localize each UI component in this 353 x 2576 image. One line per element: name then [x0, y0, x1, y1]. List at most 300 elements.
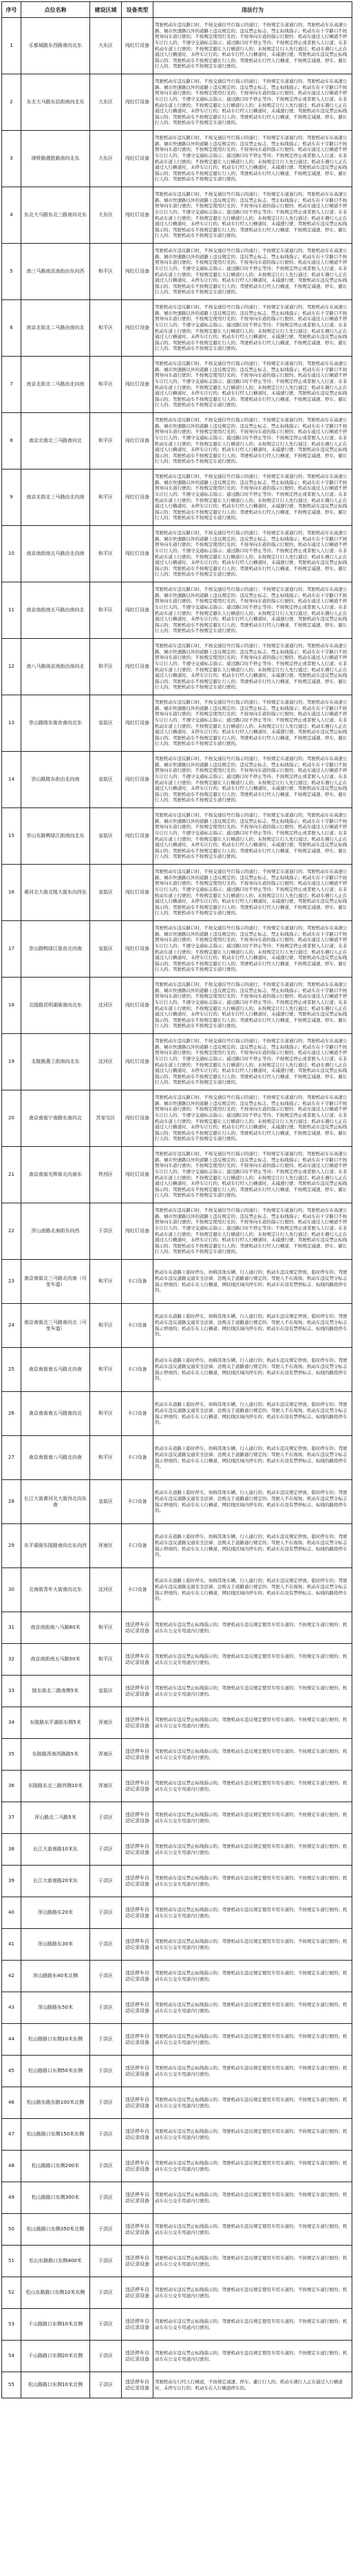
- device-type-cell: 闯红灯设备: [122, 187, 153, 244]
- violation-behavior-cell: 驾驶机动车违反路口时，不按交通信号灯指示的通行；不按规定车道通行的；驾驶机动车在高速公路、城市快速路以外的道路上违反规定的；违反禁止标志、禁止标线指示；机动车在十字路口不按照导向车道行驶的；不按规定使用灯光的；不按导向车道的指示行驶的；机动车通过人行横道不停车让行人的；不遵守交通标志指示；通过路口时不停止等待；不按规定停止或者驶入人行道；在非机动车道上行驶的；不按规定避让人行横道行人的；未按规定让行人先行通过；机动车遇行人正在通过人行横道时，未停车让行的；机动车行经人行横道时，未减速行驶；驾驶机动车违反禁止标线指示的；驾驶机动车不按规定避让行人的；驾驶机动车行经人行横道，不按规定减速、停车、避让行人的；驾驶机动车不按规定车道行驶的。: [153, 413, 352, 469]
- violation-behavior-cell: 机动车在道路上临时停车，妨碍其他车辆、行人通行的；机动车违反规定停放、临时停车的；驾驶机动车违反道路交通安全法律、法规关于道路通行规定的；驾驶人不在现场；机动车违反禁令标志指示停放的；机动车在人行横道、网状线区域内停车的；机动车在设有禁停标志、标线的路段停车的。: [153, 1568, 352, 1612]
- table-row: [2, 1897, 352, 1929]
- point-name-cell: 黄河北大街北陵大街东向西东: [21, 865, 90, 921]
- table-row: [2, 300, 352, 357]
- violation-behavior-cell: 机动车在道路上临时停车，妨碍其他车辆、行人通行的；机动车违反规定停放、临时停车的；驾驶机动车违反道路交通安全法律、法规关于道路通行规定的；驾驶人不在现场；机动车违反禁令标志指示停放的；机动车在人行横道、网状线区域内停车的；机动车在设有禁停标志、标线的路段停车的。: [153, 1260, 352, 1304]
- point-name-cell: 崇山路鸭绿江街由北向南: [21, 921, 90, 978]
- area-cell: 和平区: [90, 1260, 122, 1304]
- area-cell: 和平区: [90, 300, 122, 357]
- area-cell: 于洪区: [90, 1961, 122, 1992]
- table-row: [2, 1090, 352, 1147]
- area-cell: 大东区: [90, 187, 122, 244]
- device-type-cell: 违法停车自动记录设备: [122, 1771, 153, 1802]
- table-row: [2, 1644, 352, 1676]
- header-serial-number: 序号: [2, 2, 21, 18]
- serial-number-cell: 14: [2, 752, 21, 808]
- point-name-cell: 长江大街南路20米东: [21, 1866, 90, 1897]
- serial-number-cell: 40: [2, 1897, 21, 1929]
- point-name-cell: 浑山南路北海街东向西: [21, 1203, 90, 1260]
- area-cell: 和平区: [90, 582, 122, 639]
- violation-behavior-cell: 驾驶机动车违反禁止标线指示的；驾驶机动车违反规定使用专用车道的；不按规定车道行驶的；机动车在公交专用道内行驶的。: [153, 2214, 352, 2246]
- point-name-cell: 松山路路口东侧10米东侧: [21, 2024, 90, 2056]
- serial-number-cell: 32: [2, 1644, 21, 1676]
- area-cell: 于洪区: [90, 2151, 122, 2182]
- area-cell: 于洪区: [90, 1834, 122, 1866]
- table-row: [2, 1802, 352, 1834]
- table-row: [2, 865, 352, 921]
- serial-number-cell: 8: [2, 413, 21, 469]
- point-name-cell: 南八马路南京南街由南向北: [21, 639, 90, 695]
- violation-behavior-cell: 驾驶机动车违反路口时，不按交通信号灯指示的通行；不按规定车道通行的；驾驶机动车在高速公路、城市快速路以外的道路上违反规定的；违反禁止标志、禁止标线指示；机动车在十字路口不按照导向车道行驶的；不按规定使用灯光的；不按导向车道的指示行驶的；机动车通过人行横道不停车让行人的；不遵守交通标志指示；通过路口时不停止等待；不按规定停止或者驶入人行道；在非机动车道上行驶的；不按规定避让人行横道行人的；未按规定让行人先行通过；机动车遇行人正在通过人行横道时，未停车让行的；机动车行经人行横道时，未减速行驶；驾驶机动车违反禁止标线指示的；驾驶机动车不按规定避让行人的；驾驶机动车行经人行横道，不按规定减速、停车、避让行人的；驾驶机动车不按规定车道行驶的。: [153, 357, 352, 413]
- violation-behavior-cell: 机动车在道路上临时停车，妨碍其他车辆、行人通行的；机动车违反规定停放、临时停车的；驾驶机动车违反道路交通安全法律、法规关于道路通行规定的；驾驶人不在现场；机动车违反禁令标志指示停放的；机动车在人行横道、网状线区域内停车的；机动车在设有禁停标志、标线的路段停车的。: [153, 1436, 352, 1480]
- serial-number-cell: 18: [2, 978, 21, 1034]
- point-name-cell: 南京南街北三马路北向南（可变车道）: [21, 1260, 90, 1304]
- violation-behavior-cell: 驾驶机动车违反禁止标线指示的；驾驶机动车违反规定使用专用车道的；不按规定车道行驶的；机动车在公交专用道内行驶的。: [153, 2087, 352, 2119]
- serial-number-cell: 33: [2, 1676, 21, 1707]
- table-row: [2, 2277, 352, 2309]
- violation-behavior-cell: 驾驶机动车违反禁止标线指示的；驾驶机动车违反规定使用专用车道的；不按规定车道行驶的；机动车在公交专用道内行驶的。: [153, 1866, 352, 1897]
- device-type-cell: 卡口设备: [122, 1392, 153, 1436]
- device-type-cell: 闯红灯设备: [122, 1147, 153, 1203]
- device-type-cell: 闯红灯设备: [122, 244, 153, 300]
- violation-behavior-cell: 驾驶机动车违反路口时，不按交通信号灯指示的通行；不按规定车道通行的；驾驶机动车在高速公路、城市快速路以外的道路上违反规定的；违反禁止标志、禁止标线指示；机动车在十字路口不按照导向车道行驶的；不按规定使用灯光的；不按导向车道的指示行驶的；机动车通过人行横道不停车让行人的；不遵守交通标志指示；通过路口时不停止等待；不按规定停止或者驶入人行道；在非机动车道上行驶的；不按规定避让人行横道行人的；未按规定让行人先行通过；机动车遇行人正在通过人行横道时，未停车让行的；机动车行经人行横道时，未减速行驶；驾驶机动车违反禁止标线指示的；驾驶机动车不按规定避让行人的；驾驶机动车行经人行横道，不按规定减速、停车、避让行人的；驾驶机动车不按规定车道行驶的。: [153, 639, 352, 695]
- table-row: [2, 1992, 352, 2024]
- device-type-cell: 违法停车自动记录设备: [122, 2024, 153, 2056]
- device-type-cell: 违法停车自动记录设备: [122, 1961, 153, 1992]
- area-cell: 于洪区: [90, 2341, 122, 2372]
- area-cell: 于洪区: [90, 2087, 122, 2119]
- point-name-cell: 北陵路惠工街南向北东: [21, 1034, 90, 1090]
- area-cell: 和平区: [90, 1644, 122, 1676]
- violation-behavior-cell: 驾驶机动车违反路口时，不按交通信号灯指示的通行；不按规定车道通行的；驾驶机动车在高速公路、城市快速路以外的道路上违反规定的；违反禁止标志、禁止标线指示；机动车在十字路口不按照导向车道行驶的；不按规定使用灯光的；不按导向车道的指示行驶的；机动车通过人行横道不停车让行人的；不遵守交通标志指示；通过路口时不停止等待；不按规定停止或者驶入人行道；在非机动车道上行驶的；不按规定避让人行横道行人的；未按规定让行人先行通过；机动车遇行人正在通过人行横道时，未停车让行的；机动车行经人行横道时，未减速行驶；驾驶机动车违反禁止标线指示的；驾驶机动车不按规定避让行人的；驾驶机动车行经人行横道，不按规定减速、停车、避让行人的；驾驶机动车不按规定车道行驶的。: [153, 1090, 352, 1147]
- device-type-cell: 违法停车自动记录设备: [122, 2372, 153, 2398]
- point-name-cell: 南京南街宁南路东南向北: [21, 1090, 90, 1147]
- table-row: [2, 526, 352, 582]
- point-name-cell: 南京南街光辉街北向南东: [21, 1147, 90, 1203]
- table-row: [2, 2024, 352, 2056]
- violation-behavior-cell: 驾驶机动车违反禁止标线指示的；驾驶机动车违反规定使用专用车道的；不按规定车道行驶的；机动车在公交专用道内行驶的。: [153, 2056, 352, 2087]
- point-name-cell: 乐都城路东西路南向北东: [21, 18, 90, 74]
- device-type-cell: 违法停车自动记录设备: [122, 1866, 153, 1897]
- device-type-cell: 闯红灯设备: [122, 413, 153, 469]
- serial-number-cell: 46: [2, 2087, 21, 2119]
- area-cell: 沈河区: [90, 978, 122, 1034]
- device-type-cell: 闯红灯设备: [122, 865, 153, 921]
- violation-behavior-cell: 驾驶机动车违反禁止标线指示的；驾驶机动车违反规定使用专用车道的；不按规定车道行驶的；机动车在公交专用道内行驶的。: [153, 1707, 352, 1739]
- device-type-cell: 闯红灯设备: [122, 357, 153, 413]
- table-row: [2, 18, 352, 74]
- serial-number-cell: 53: [2, 2309, 21, 2341]
- table-row: [2, 1524, 352, 1568]
- device-type-cell: 违法停车自动记录设备: [122, 2182, 153, 2214]
- device-type-cell: 违法停车自动记录设备: [122, 1897, 153, 1929]
- device-type-cell: 闯红灯设备: [122, 526, 153, 582]
- violation-behavior-cell: 机动车在道路上临时停车，妨碍其他车辆、行人通行的；机动车违反规定停放、临时停车的；驾驶机动车违反道路交通安全法律、法规关于道路通行规定的；驾驶人不在现场；机动车违反禁令标志指示停放的；机动车在人行横道、网状线区域内停车的；机动车在设有禁停标志、标线的路段停车的。: [153, 1304, 352, 1348]
- point-name-cell: 南京南街南五马路由北向南: [21, 526, 90, 582]
- violation-behavior-cell: 驾驶机动车违反路口时，不按交通信号灯指示的通行；不按规定车道通行的；驾驶机动车在高速公路、城市快速路以外的道路上违反规定的；违反禁止标志、禁止标线指示；机动车在十字路口不按照导向车道行驶的；不按规定使用灯光的；不按导向车道的指示行驶的；机动车通过人行横道不停车让行人的；不遵守交通标志指示；通过路口时不停止等待；不按规定停止或者驶入人行道；在非机动车道上行驶的；不按规定避让人行横道行人的；未按规定让行人先行通过；机动车遇行人正在通过人行横道时，未停车让行的；机动车行经人行横道时，未减速行驶；驾驶机动车违反禁止标线指示的；驾驶机动车不按规定避让行人的；驾驶机动车行经人行横道，不按规定减速、停车、避让行人的；驾驶机动车不按规定车道行驶的。: [153, 526, 352, 582]
- area-cell: 于洪区: [90, 2277, 122, 2309]
- serial-number-cell: 52: [2, 2277, 21, 2309]
- device-type-cell: 闯红灯设备: [122, 808, 153, 865]
- point-name-cell: 松山东路路口东侧10米东侧: [21, 2277, 90, 2309]
- area-cell: 和平区: [90, 1612, 122, 1644]
- area-cell: 沈河区: [90, 1568, 122, 1612]
- serial-number-cell: 7: [2, 357, 21, 413]
- area-cell: 浑南区: [90, 1739, 122, 1771]
- device-type-cell: 卡口设备: [122, 1436, 153, 1480]
- serial-number-cell: 17: [2, 921, 21, 978]
- violation-behavior-cell: 驾驶机动车违反路口时，不按交通信号灯指示的通行；不按规定车道通行的；驾驶机动车在高速公路、城市快速路以外的道路上违反规定的；违反禁止标志、禁止标线指示；机动车在十字路口不按照导向车道行驶的；不按规定使用灯光的；不按导向车道的指示行驶的；机动车通过人行横道不停车让行人的；不遵守交通标志指示；通过路口时不停止等待；不按规定停止或者驶入人行道；在非机动车道上行驶的；不按规定避让人行横道行人的；未按规定让行人先行通过；机动车遇行人正在通过人行横道时，未停车让行的；机动车行经人行横道时，未减速行驶；驾驶机动车违反禁止标线指示的；驾驶机动车不按规定避让行人的；驾驶机动车行经人行横道，不按规定减速、停车、避让行人的；驾驶机动车不按规定车道行驶的。: [153, 74, 352, 131]
- point-name-cell: 千山路路口东侧20米北侧: [21, 2341, 90, 2372]
- serial-number-cell: 11: [2, 582, 21, 639]
- device-type-cell: 闯红灯设备: [122, 1203, 153, 1260]
- violation-behavior-cell: 驾驶机动车违反路口时，不按交通信号灯指示的通行；不按规定车道通行的；驾驶机动车在高速公路、城市快速路以外的道路上违反规定的；违反禁止标志、禁止标线指示；机动车在十字路口不按照导向车道行驶的；不按规定使用灯光的；不按导向车道的指示行驶的；机动车通过人行横道不停车让行人的；不遵守交通标志指示；通过路口时不停止等待；不按规定停止或者驶入人行道；在非机动车道上行驶的；不按规定避让人行横道行人的；未按规定让行人先行通过；机动车遇行人正在通过人行横道时，未停车让行的；机动车行经人行横道时，未减速行驶；驾驶机动车违反禁止标线指示的；驾驶机动车不按规定避让行人的；驾驶机动车行经人行横道，不按规定减速、停车、避让行人的；驾驶机动车不按规定车道行驶的。: [153, 131, 352, 187]
- area-cell: 铁西区: [90, 1147, 122, 1203]
- device-type-cell: 违法停车自动记录设备: [122, 1707, 153, 1739]
- serial-number-cell: 42: [2, 1961, 21, 1992]
- violation-behavior-cell: 驾驶机动车违反路口时，不按交通信号灯指示的通行；不按规定车道通行的；驾驶机动车在高速公路、城市快速路以外的道路上违反规定的；违反禁止标志、禁止标线指示；机动车在十字路口不按照导向车道行驶的；不按规定使用灯光的；不按导向车道的指示行驶的；机动车通过人行横道不停车让行人的；不遵守交通标志指示；通过路口时不停止等待；不按规定停止或者驶入人行道；在非机动车道上行驶的；不按规定避让人行横道行人的；未按规定让行人先行通过；机动车遇行人正在通过人行横道时，未停车让行的；机动车行经人行横道时，未减速行驶；驾驶机动车违反禁止标线指示的；驾驶机动车不按规定避让行人的；驾驶机动车行经人行横道，不按规定减速、停车、避让行人的；驾驶机动车不按规定车道行驶的。: [153, 582, 352, 639]
- device-type-cell: 违法停车自动记录设备: [122, 2277, 153, 2309]
- table-row: [2, 1260, 352, 1304]
- area-cell: 和平区: [90, 1348, 122, 1392]
- area-cell: 大东区: [90, 18, 122, 74]
- point-name-cell: 东陵路浑南西路路5米: [21, 1739, 90, 1771]
- point-name-cell: 南京南街南五马路由南向北: [21, 582, 90, 639]
- area-cell: 皇姑区: [90, 808, 122, 865]
- table-row: [2, 1480, 352, 1524]
- serial-number-cell: 19: [2, 1034, 21, 1090]
- point-name-cell: 浑山路路东30米: [21, 1929, 90, 1961]
- serial-number-cell: 20: [2, 1090, 21, 1147]
- area-cell: 于洪区: [90, 2119, 122, 2151]
- serial-number-cell: 4: [2, 187, 21, 244]
- violation-behavior-cell: 驾驶机动车违反路口时，不按交通信号灯指示的通行；不按规定车道通行的；驾驶机动车在高速公路、城市快速路以外的道路上违反规定的；违反禁止标志、禁止标线指示；机动车在十字路口不按照导向车道行驶的；不按规定使用灯光的；不按导向车道的指示行驶的；机动车通过人行横道不停车让行人的；不遵守交通标志指示；通过路口时不停止等待；不按规定停止或者驶入人行道；在非机动车道上行驶的；不按规定避让人行横道行人的；未按规定让行人先行通过；机动车遇行人正在通过人行横道时，未停车让行的；机动车行经人行横道时，未减速行驶；驾驶机动车违反禁止标线指示的；驾驶机动车不按规定避让行人的；驾驶机动车行经人行横道，不按规定减速、停车、避让行人的；驾驶机动车不按规定车道行驶的。: [153, 300, 352, 357]
- point-name-cell: 南京南街南五马路南向北: [21, 1392, 90, 1436]
- area-cell: 沈河区: [90, 1034, 122, 1090]
- device-type-cell: 闯红灯设备: [122, 921, 153, 978]
- point-name-cell: 南京北街北二马路由南向北: [21, 300, 90, 357]
- area-cell: 大东区: [90, 131, 122, 187]
- header-device-type: 设备类型: [122, 2, 153, 18]
- table-row: [2, 1866, 352, 1897]
- violation-behavior-cell: 驾驶机动车违反路口时，不按交通信号灯指示的通行；不按规定车道通行的；驾驶机动车在高速公路、城市快速路以外的道路上违反规定的；违反禁止标志、禁止标线指示；机动车在十字路口不按照导向车道行驶的；不按规定使用灯光的；不按导向车道的指示行驶的；机动车通过人行横道不停车让行人的；不遵守交通标志指示；通过路口时不停止等待；不按规定停止或者驶入人行道；在非机动车道上行驶的；不按规定避让人行横道行人的；未按规定让行人先行通过；机动车遇行人正在通过人行横道时，未停车让行的；机动车行经人行横道时，未减速行驶；驾驶机动车违反禁止标线指示的；驾驶机动车不按规定避让行人的；驾驶机动车行经人行横道，不按规定减速、停车、避让行人的；驾驶机动车不按规定车道行驶的。: [153, 469, 352, 526]
- point-name-cell: 松山路路口东侧150米东侧: [21, 2119, 90, 2151]
- area-cell: 于洪区: [90, 2214, 122, 2246]
- point-name-cell: 南京北街北三马路由北向南: [21, 469, 90, 526]
- device-type-cell: 违法停车自动记录设备: [122, 2056, 153, 2087]
- serial-number-cell: 13: [2, 695, 21, 752]
- table-row: [2, 921, 352, 978]
- serial-number-cell: 23: [2, 1260, 21, 1304]
- violation-behavior-cell: 驾驶机动车违反路口时，不按交通信号灯指示的通行；不按规定车道通行的；驾驶机动车在高速公路、城市快速路以外的道路上违反规定的；违反禁止标志、禁止标线指示；机动车在十字路口不按照导向车道行驶的；不按规定使用灯光的；不按导向车道的指示行驶的；机动车通过人行横道不停车让行人的；不遵守交通标志指示；通过路口时不停止等待；不按规定停止或者驶入人行道；在非机动车道上行驶的；不按规定避让人行横道行人的；未按规定让行人先行通过；机动车遇行人正在通过人行横道时，未停车让行的；机动车行经人行横道时，未减速行驶；驾驶机动车违反禁止标线指示的；驾驶机动车不按规定避让行人的；驾驶机动车行经人行横道，不按规定减速、停车、避让行人的；驾驶机动车不按规定车道行驶的。: [153, 865, 352, 921]
- violation-behavior-cell: 驾驶机动车违反路口时，不按交通信号灯指示的通行；不按规定车道通行的；驾驶机动车在高速公路、城市快速路以外的道路上违反规定的；违反禁止标志、禁止标线指示；机动车在十字路口不按照导向车道行驶的；不按规定使用灯光的；不按导向车道的指示行驶的；机动车通过人行横道不停车让行人的；不遵守交通标志指示；通过路口时不停止等待；不按规定停止或者驶入人行道；在非机动车道上行驶的；不按规定避让人行横道行人的；未按规定让行人先行通过；机动车遇行人正在通过人行横道时，未停车让行的；机动车行经人行横道时，未减速行驶；驾驶机动车违反禁止标线指示的；驾驶机动车不按规定避让行人的；驾驶机动车行经人行横道，不按规定减速、停车、避让行人的；驾驶机动车不按规定车道行驶的。: [153, 1203, 352, 1260]
- point-name-cell: 松山东路路口东侧400米: [21, 2246, 90, 2277]
- table-row: [2, 1834, 352, 1866]
- serial-number-cell: 37: [2, 1802, 21, 1834]
- table-row: [2, 1568, 352, 1612]
- area-cell: 皇姑区: [90, 865, 122, 921]
- area-cell: 于洪区: [90, 2056, 122, 2087]
- table-row: [2, 2087, 352, 2119]
- area-cell: 和平区: [90, 244, 122, 300]
- serial-number-cell: 9: [2, 469, 21, 526]
- serial-number-cell: 44: [2, 2024, 21, 2056]
- area-cell: 于洪区: [90, 2182, 122, 2214]
- device-type-cell: 违法停车自动记录设备: [122, 1834, 153, 1866]
- device-type-cell: 卡口设备: [122, 1304, 153, 1348]
- serial-number-cell: 22: [2, 1203, 21, 1260]
- violation-points-table: [1, 1, 352, 2398]
- table-row: [2, 469, 352, 526]
- point-name-cell: 浑山路路东40米北侧: [21, 1961, 90, 1992]
- device-type-cell: 违法停车自动记录设备: [122, 1802, 153, 1834]
- point-name-cell: 松山路路口东侧350米北侧: [21, 2214, 90, 2246]
- device-type-cell: 闯红灯设备: [122, 752, 153, 808]
- serial-number-cell: 34: [2, 1707, 21, 1739]
- header-violation-behavior: 违法行为: [153, 2, 352, 18]
- area-cell: 和平区: [90, 413, 122, 469]
- device-type-cell: 违法停车自动记录设备: [122, 2119, 153, 2151]
- point-name-cell: 崇山东路鸭绿江街南向北东: [21, 808, 90, 865]
- violation-behavior-cell: 驾驶机动车违反禁止标线指示的；驾驶机动车违反规定使用专用车道的；不按规定车道行驶的；机动车在公交专用道内行驶的。: [153, 1612, 352, 1644]
- device-type-cell: 闯红灯设备: [122, 978, 153, 1034]
- violation-behavior-cell: 驾驶机动车违反路口时，不按交通信号灯指示的通行；不按规定车道通行的；驾驶机动车在高速公路、城市快速路以外的道路上违反规定的；违反禁止标志、禁止标线指示；机动车在十字路口不按照导向车道行驶的；不按规定使用灯光的；不按导向车道的指示行驶的；机动车通过人行横道不停车让行人的；不遵守交通标志指示；通过路口时不停止等待；不按规定停止或者驶入人行道；在非机动车道上行驶的；不按规定避让人行横道行人的；未按规定让行人先行通过；机动车遇行人正在通过人行横道时，未停车让行的；机动车行经人行横道时，未减速行驶；驾驶机动车违反禁止标线指示的；驾驶机动车不按规定避让行人的；驾驶机动车行经人行横道，不按规定减速、停车、避让行人的；驾驶机动车不按规定车道行驶的。: [153, 978, 352, 1034]
- table-row: [2, 131, 352, 187]
- point-name-cell: 北陵路昆明湖街南向北东: [21, 978, 90, 1034]
- area-cell: 和平区: [90, 357, 122, 413]
- table-row: [2, 1147, 352, 1203]
- device-type-cell: 闯红灯设备: [122, 131, 153, 187]
- table-row: [2, 2341, 352, 2372]
- violation-behavior-cell: 驾驶机动车违反禁止标线指示的；驾驶机动车违反规定使用专用车道的；不按规定车道行驶的；机动车在公交专用道内行驶的。: [153, 2341, 352, 2372]
- table-row: [2, 1034, 352, 1090]
- point-name-cell: 津桥路德胜路南向北东: [21, 131, 90, 187]
- point-name-cell: 松山路路口东侧50米东侧: [21, 2056, 90, 2087]
- device-type-cell: 闯红灯设备: [122, 74, 153, 131]
- table-row: [2, 187, 352, 244]
- table-row: [2, 2246, 352, 2277]
- violation-behavior-cell: 驾驶机动车违反禁止标线指示的；驾驶机动车违反规定使用专用车道的；不按规定车道行驶的；机动车在公交专用道内行驶的。: [153, 1961, 352, 1992]
- device-type-cell: 卡口设备: [122, 1348, 153, 1392]
- device-type-cell: 违法停车自动记录设备: [122, 1612, 153, 1644]
- table-row: [2, 2151, 352, 2182]
- violation-behavior-cell: 驾驶机动车违反路口时，不按交通信号灯指示的通行；不按规定车道通行的；驾驶机动车在高速公路、城市快速路以外的道路上违反规定的；违反禁止标志、禁止标线指示；机动车在十字路口不按照导向车道行驶的；不按规定使用灯光的；不按导向车道的指示行驶的；机动车通过人行横道不停车让行人的；不遵守交通标志指示；通过路口时不停止等待；不按规定停止或者驶入人行道；在非机动车道上行驶的；不按规定避让人行横道行人的；未按规定让行人先行通过；机动车遇行人正在通过人行横道时，未停车让行的；机动车行经人行横道时，未减速行驶；驾驶机动车违反禁止标线指示的；驾驶机动车不按规定避让行人的；驾驶机动车行经人行横道，不按规定减速、停车、避让行人的；驾驶机动车不按规定车道行驶的。: [153, 1147, 352, 1203]
- table-row: [2, 1348, 352, 1392]
- violation-behavior-cell: 驾驶机动车违反禁止标线指示的；驾驶机动车违反规定使用专用车道的；不按规定车道行驶的；机动车在公交专用道内行驶的。: [153, 2119, 352, 2151]
- point-name-cell: 松山路路口东侧300米: [21, 2182, 90, 2214]
- header-point-name: 点位名称: [21, 2, 90, 18]
- device-type-cell: 违法停车自动记录设备: [122, 2309, 153, 2341]
- point-name-cell: 东北大马路东北三路南向北东: [21, 187, 90, 244]
- device-type-cell: 卡口设备: [122, 1260, 153, 1304]
- table-header-row: [2, 2, 352, 18]
- point-name-cell: 东平湖街东陵路南向北东向西: [21, 1524, 90, 1568]
- device-type-cell: 违法停车自动记录设备: [122, 2246, 153, 2277]
- area-cell: 和平区: [90, 469, 122, 526]
- device-type-cell: 违法停车自动记录设备: [122, 2214, 153, 2246]
- table-row: [2, 978, 352, 1034]
- serial-number-cell: 30: [2, 1568, 21, 1612]
- serial-number-cell: 15: [2, 808, 21, 865]
- serial-number-cell: 2: [2, 74, 21, 131]
- table-row: [2, 2214, 352, 2246]
- area-cell: 大东区: [90, 74, 122, 131]
- serial-number-cell: 48: [2, 2151, 21, 2182]
- serial-number-cell: 26: [2, 1392, 21, 1436]
- violation-behavior-cell: 驾驶机动车违反路口时，不按交通信号灯指示的通行；不按规定车道通行的；驾驶机动车在高速公路、城市快速路以外的道路上违反规定的；违反禁止标志、禁止标线指示；机动车在十字路口不按照导向车道行驶的；不按规定使用灯光的；不按导向车道的指示行驶的；机动车通过人行横道不停车让行人的；不遵守交通标志指示；通过路口时不停止等待；不按规定停止或者驶入人行道；在非机动车道上行驶的；不按规定避让人行横道行人的；未按规定让行人先行通过；机动车遇行人正在通过人行横道时，未停车让行的；机动车行经人行横道时，未减速行驶；驾驶机动车违反禁止标线指示的；驾驶机动车不按规定避让行人的；驾驶机动车行经人行横道，不按规定减速、停车、避让行人的；驾驶机动车不按规定车道行驶的。: [153, 1034, 352, 1090]
- serial-number-cell: 49: [2, 2182, 21, 2214]
- violation-behavior-cell: 驾驶机动车违反禁止标线指示的；驾驶机动车违反规定使用专用车道的；不按规定车道行驶的；机动车在公交专用道内行驶的。: [153, 2277, 352, 2309]
- violation-behavior-cell: 驾驶机动车违反禁止标线指示的；驾驶机动车违反规定使用专用车道的；不按规定车道行驶的；机动车在公交专用道内行驶的。: [153, 2309, 352, 2341]
- device-type-cell: 闯红灯设备: [122, 1090, 153, 1147]
- table-row: [2, 2056, 352, 2087]
- serial-number-cell: 41: [2, 1929, 21, 1961]
- table-row: [2, 639, 352, 695]
- point-name-cell: 千山路路口东侧10米北侧: [21, 2309, 90, 2341]
- area-cell: 于洪区: [90, 1866, 122, 1897]
- serial-number-cell: 27: [2, 1436, 21, 1480]
- area-cell: 于洪区: [90, 1897, 122, 1929]
- violation-behavior-cell: 驾驶机动车违反禁止标线指示的；驾驶机动车违反规定使用专用车道的；不按规定车道行驶的；机动车在公交专用道内行驶的。: [153, 1992, 352, 2024]
- device-type-cell: 违法停车自动记录设备: [122, 1992, 153, 2024]
- violation-behavior-cell: 驾驶机动车违反路口时，不按交通信号灯指示的通行；不按规定车道通行的；驾驶机动车在高速公路、城市快速路以外的道路上违反规定的；违反禁止标志、禁止标线指示；机动车在十字路口不按照导向车道行驶的；不按规定使用灯光的；不按导向车道的指示行驶的；机动车通过人行横道不停车让行人的；不遵守交通标志指示；通过路口时不停止等待；不按规定停止或者驶入人行道；在非机动车道上行驶的；不按规定避让人行横道行人的；未按规定让行人先行通过；机动车遇行人正在通过人行横道时，未停车让行的；机动车行经人行横道时，未减速行驶；驾驶机动车违反禁止标线指示的；驾驶机动车不按规定避让行人的；驾驶机动车行经人行横道，不按规定减速、停车、避让行人的；驾驶机动车不按规定车道行驶的。: [153, 695, 352, 752]
- table-row: [2, 357, 352, 413]
- device-type-cell: 卡口设备: [122, 1480, 153, 1524]
- table-row: [2, 244, 352, 300]
- table-row: [2, 1676, 352, 1707]
- violation-behavior-cell: 驾驶机动车违反禁止标线指示的；驾驶机动车违反规定使用专用车道的；不按规定车道行驶的；机动车在公交专用道内行驶的。: [153, 1676, 352, 1707]
- point-name-cell: 北海街青年大街南向北东: [21, 1568, 90, 1612]
- area-cell: 皇姑区: [90, 752, 122, 808]
- point-name-cell: 南京南街南五马路北向南: [21, 1348, 90, 1392]
- point-name-cell: 浑山路路东20米: [21, 1897, 90, 1929]
- violation-behavior-cell: 驾驶机动车违反路口时，不按交通信号灯指示的通行；不按规定车道通行的；驾驶机动车在高速公路、城市快速路以外的道路上违反规定的；违反禁止标志、禁止标线指示；机动车在十字路口不按照导向车道行驶的；不按规定使用灯光的；不按导向车道的指示行驶的；机动车通过人行横道不停车让行人的；不遵守交通标志指示；通过路口时不停止等待；不按规定停止或者驶入人行道；在非机动车道上行驶的；不按规定避让人行横道行人的；未按规定让行人先行通过；机动车遇行人正在通过人行横道时，未停车让行的；机动车行经人行横道时，未减速行驶；驾驶机动车违反禁止标线指示的；驾驶机动车不按规定避让行人的；驾驶机动车行经人行横道，不按规定减速、停车、避让行人的；驾驶机动车不按规定车道行驶的。: [153, 187, 352, 244]
- table-row: [2, 2372, 352, 2398]
- device-type-cell: 闯红灯设备: [122, 18, 153, 74]
- device-type-cell: 违法停车自动记录设备: [122, 1739, 153, 1771]
- area-cell: 于洪区: [90, 1929, 122, 1961]
- area-cell: 于洪区: [90, 2372, 122, 2398]
- device-type-cell: 违法停车自动记录设备: [122, 2341, 153, 2372]
- device-type-cell: 卡口设备: [122, 1568, 153, 1612]
- serial-number-cell: 3: [2, 131, 21, 187]
- serial-number-cell: 10: [2, 526, 21, 582]
- area-cell: 和平区: [90, 526, 122, 582]
- area-cell: 于洪区: [90, 1992, 122, 2024]
- area-cell: 于洪区: [90, 1802, 122, 1834]
- table-row: [2, 1436, 352, 1480]
- serial-number-cell: 50: [2, 2214, 21, 2246]
- serial-number-cell: 31: [2, 1612, 21, 1644]
- point-name-cell: 东陵路东平湖街东侧5米: [21, 1707, 90, 1739]
- table-row: [2, 1961, 352, 1992]
- serial-number-cell: 54: [2, 2341, 21, 2372]
- point-name-cell: 松山路路口东侧10米北侧: [21, 2372, 90, 2398]
- serial-number-cell: 6: [2, 300, 21, 357]
- serial-number-cell: 29: [2, 1524, 21, 1568]
- device-type-cell: 闯红灯设备: [122, 639, 153, 695]
- device-type-cell: 闯红灯设备: [122, 695, 153, 752]
- table-body: [2, 18, 352, 2398]
- table-row: [2, 808, 352, 865]
- area-cell: 苏家屯区: [90, 1090, 122, 1147]
- table-row: [2, 1707, 352, 1739]
- serial-number-cell: 1: [2, 18, 21, 74]
- violation-behavior-cell: 驾驶机动车违反路口时，不按交通信号灯指示的通行；不按规定车道通行的；驾驶机动车在高速公路、城市快速路以外的道路上违反规定的；违反禁止标志、禁止标线指示；机动车在十字路口不按照导向车道行驶的；不按规定使用灯光的；不按导向车道的指示行驶的；机动车通过人行横道不停车让行人的；不遵守交通标志指示；通过路口时不停止等待；不按规定停止或者驶入人行道；在非机动车道上行驶的；不按规定避让人行横道行人的；未按规定让行人先行通过；机动车遇行人正在通过人行横道时，未停车让行的；机动车行经人行横道时，未减速行驶；驾驶机动车违反禁止标线指示的；驾驶机动车不按规定避让行人的；驾驶机动车行经人行横道，不按规定减速、停车、避让行人的；驾驶机动车不按规定车道行驶的。: [153, 921, 352, 978]
- table-row: [2, 1739, 352, 1771]
- serial-number-cell: 28: [2, 1480, 21, 1524]
- violation-behavior-cell: 驾驶机动车行经人行横道，不按规定减速、停车、避让行人的；机动车遇行人正在通过人行横道时，未停车让行的；机动车在人行横道停车的。: [153, 2372, 352, 2398]
- serial-number-cell: 24: [2, 1304, 21, 1348]
- table-row: [2, 74, 352, 131]
- area-cell: 皇姑区: [90, 921, 122, 978]
- area-cell: 和平区: [90, 1304, 122, 1348]
- point-name-cell: 松山路东路东路100米北侧: [21, 2087, 90, 2119]
- area-cell: 皇姑区: [90, 1676, 122, 1707]
- violation-behavior-cell: 机动车在道路上临时停车，妨碍其他车辆、行人通行的；机动车违反规定停放、临时停车的；驾驶机动车违反道路交通安全法律、法规关于道路通行规定的；驾驶人不在现场；机动车违反禁令标志指示停放的；机动车在人行横道、网状线区域内停车的；机动车在设有禁停标志、标线的路段停车的。: [153, 1348, 352, 1392]
- table-row: [2, 1929, 352, 1961]
- device-type-cell: 闯红灯设备: [122, 300, 153, 357]
- table-row: [2, 1203, 352, 1260]
- point-name-cell: 浑山路北二马路5米: [21, 1802, 90, 1834]
- device-type-cell: 违法停车自动记录设备: [122, 2151, 153, 2182]
- header-area: 建设区域: [90, 2, 122, 18]
- device-type-cell: 闯红灯设备: [122, 469, 153, 526]
- violation-behavior-cell: 驾驶机动车违反路口时，不按交通信号灯指示的通行；不按规定车道通行的；驾驶机动车在高速公路、城市快速路以外的道路上违反规定的；违反禁止标志、禁止标线指示；机动车在十字路口不按照导向车道行驶的；不按规定使用灯光的；不按导向车道的指示行驶的；机动车通过人行横道不停车让行人的；不遵守交通标志指示；通过路口时不停止等待；不按规定停止或者驶入人行道；在非机动车道上行驶的；不按规定避让人行横道行人的；未按规定让行人先行通过；机动车遇行人正在通过人行横道时，未停车让行的；机动车行经人行横道时，未减速行驶；驾驶机动车违反禁止标线指示的；驾驶机动车不按规定避让行人的；驾驶机动车行经人行横道，不按规定减速、停车、避让行人的；驾驶机动车不按规定车道行驶的。: [153, 808, 352, 865]
- point-name-cell: 松山路路口东侧200米: [21, 2151, 90, 2182]
- table-row: [2, 2182, 352, 2214]
- point-name-cell: 南三马路南京南街由东向西: [21, 244, 90, 300]
- serial-number-cell: 12: [2, 639, 21, 695]
- violation-behavior-cell: 驾驶机动车违反禁止标线指示的；驾驶机动车违反规定使用专用车道的；不按规定车道行驶的；机动车在公交专用道内行驶的。: [153, 1771, 352, 1802]
- violation-behavior-cell: 机动车在道路上临时停车，妨碍其他车辆、行人通行的；机动车违反规定停放、临时停车的；驾驶机动车违反道路交通安全法律、法规关于道路通行规定的；驾驶人不在现场；机动车违反禁令标志指示停放的；机动车在人行横道、网状线区域内停车的；机动车在设有禁停标志、标线的路段停车的。: [153, 1524, 352, 1568]
- violation-behavior-cell: 机动车在道路上临时停车，妨碍其他车辆、行人通行的；机动车违反规定停放、临时停车的；驾驶机动车违反道路交通安全法律、法规关于道路通行规定的；驾驶人不在现场；机动车违反禁令标志指示停放的；机动车在人行横道、网状线区域内停车的；机动车在设有禁停标志、标线的路段停车的。: [153, 1392, 352, 1436]
- violation-behavior-cell: 驾驶机动车违反禁止标线指示的；驾驶机动车违反规定使用专用车道的；不按规定车道行驶的；机动车在公交专用道内行驶的。: [153, 1644, 352, 1676]
- table-row: [2, 752, 352, 808]
- area-cell: 浑南区: [90, 1771, 122, 1802]
- area-cell: 于洪区: [90, 2024, 122, 2056]
- device-type-cell: 违法停车自动记录设备: [122, 1644, 153, 1676]
- point-name-cell: 浑山路路东50米: [21, 1992, 90, 2024]
- violation-behavior-cell: 驾驶机动车违反路口时，不按交通信号灯指示的通行；不按规定车道通行的；驾驶机动车在高速公路、城市快速路以外的道路上违反规定的；违反禁止标志、禁止标线指示；机动车在十字路口不按照导向车道行驶的；不按规定使用灯光的；不按导向车道的指示行驶的；机动车通过人行横道不停车让行人的；不遵守交通标志指示；通过路口时不停止等待；不按规定停止或者驶入人行道；在非机动车道上行驶的；不按规定避让人行横道行人的；未按规定让行人先行通过；机动车遇行人正在通过人行横道时，未停车让行的；机动车行经人行横道时，未减速行驶；驾驶机动车违反禁止标线指示的；驾驶机动车不按规定避让行人的；驾驶机动车行经人行横道，不按规定减速、停车、避让行人的；驾驶机动车不按规定车道行驶的。: [153, 244, 352, 300]
- area-cell: 于洪区: [90, 2309, 122, 2341]
- violation-behavior-cell: 驾驶机动车违反禁止标线指示的；驾驶机动车违反规定使用专用车道的；不按规定车道行驶的；机动车在公交专用道内行驶的。: [153, 1739, 352, 1771]
- serial-number-cell: 35: [2, 1739, 21, 1771]
- device-type-cell: 违法停车自动记录设备: [122, 2087, 153, 2119]
- point-name-cell: 崇山路陵东街由南向北东: [21, 695, 90, 752]
- table-row: [2, 1771, 352, 1802]
- table-row: [2, 1304, 352, 1348]
- device-type-cell: 卡口设备: [122, 1524, 153, 1568]
- area-cell: 皇姑区: [90, 1480, 122, 1524]
- point-name-cell: 东陵路东北三路西侧10米: [21, 1771, 90, 1802]
- serial-number-cell: 55: [2, 2372, 21, 2398]
- table-row: [2, 413, 352, 469]
- point-name-cell: 南京南街北三马路南向北（可变车道）: [21, 1304, 90, 1348]
- serial-number-cell: 21: [2, 1147, 21, 1203]
- point-name-cell: 崇山路陵东街由北向南: [21, 752, 90, 808]
- point-name-cell: 东北大马路东站街南向北东: [21, 74, 90, 131]
- violation-behavior-cell: 驾驶机动车违反禁止标线指示的；驾驶机动车违反规定使用专用车道的；不按规定车道行驶的；机动车在公交专用道内行驶的。: [153, 2246, 352, 2277]
- violation-behavior-cell: 机动车在道路上临时停车，妨碍其他车辆、行人通行的；机动车违反规定停放、临时停车的；驾驶机动车违反道路交通安全法律、法规关于道路通行规定的；驾驶人不在现场；机动车违反禁令标志指示停放的；机动车在人行横道、网状线区域内停车的；机动车在设有禁停标志、标线的路段停车的。: [153, 1480, 352, 1524]
- point-name-cell: 长江大街黄河北大街西北向东南: [21, 1480, 90, 1524]
- area-cell: 和平区: [90, 639, 122, 695]
- point-name-cell: 陵东街北二路南侧5米: [21, 1676, 90, 1707]
- violation-behavior-cell: 驾驶机动车违反禁止标线指示的；驾驶机动车违反规定使用专用车道的；不按规定车道行驶的；机动车在公交专用道内行驶的。: [153, 1897, 352, 1929]
- device-type-cell: 违法停车自动记录设备: [122, 1676, 153, 1707]
- point-name-cell: 南京北街北三马路南向北: [21, 413, 90, 469]
- device-type-cell: 违法停车自动记录设备: [122, 1929, 153, 1961]
